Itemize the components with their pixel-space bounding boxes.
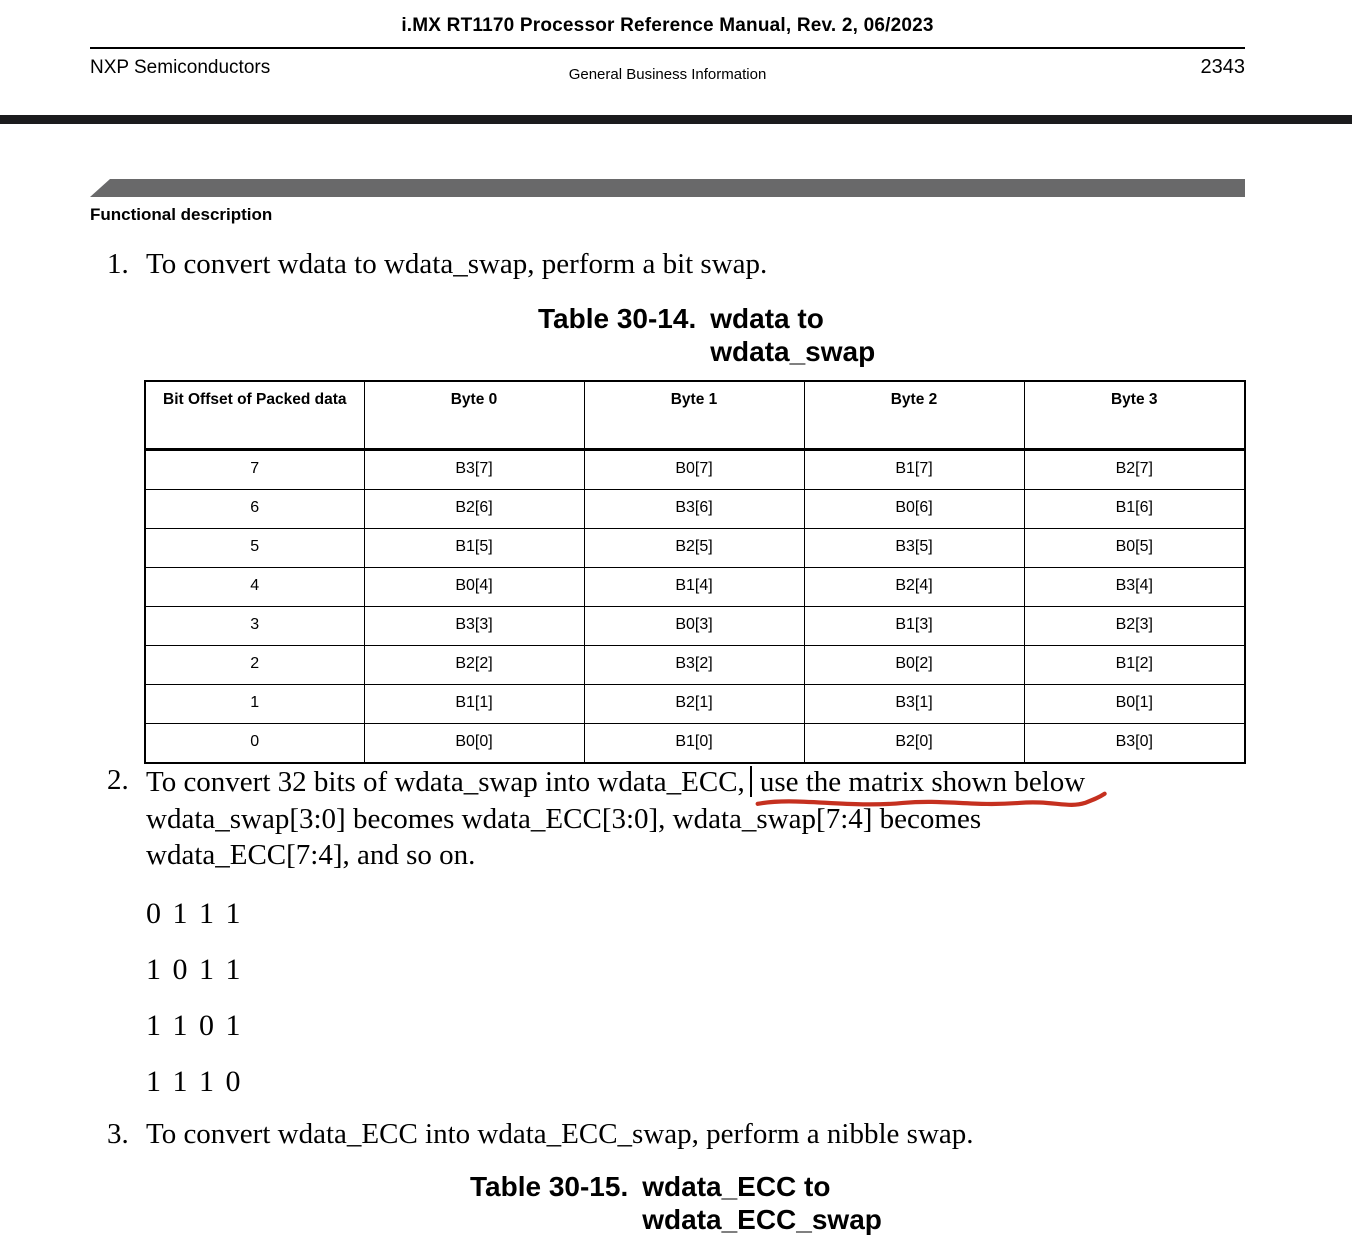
table-row bbox=[145, 646, 1245, 685]
step1-number: 1. bbox=[107, 248, 129, 280]
table-30-15-caption bbox=[470, 1170, 882, 1236]
table-cell: B0[4] bbox=[364, 568, 584, 607]
table-cell: B0[3] bbox=[584, 607, 804, 646]
header-divider-bar bbox=[0, 115, 1352, 124]
table-cell: B3[3] bbox=[364, 607, 584, 646]
table-cell: B1[6] bbox=[1024, 490, 1245, 529]
column-header: Byte 0 bbox=[364, 381, 584, 450]
table-cell: 2 bbox=[145, 646, 364, 685]
matrix-row: 1 1 0 1 bbox=[146, 1009, 241, 1042]
table-cell: B2[3] bbox=[1024, 607, 1245, 646]
table-cell: B1[2] bbox=[1024, 646, 1245, 685]
table-cell: B1[5] bbox=[364, 529, 584, 568]
table-cell: B3[0] bbox=[1024, 724, 1245, 764]
table-header-row bbox=[145, 381, 1245, 450]
table-cell: B0[7] bbox=[584, 450, 804, 490]
step3-text: To convert wdata_ECC into wdata_ECC_swap, perform a nibble swap. bbox=[146, 1118, 974, 1150]
matrix-row: 0 1 1 1 bbox=[146, 897, 241, 930]
table-cell: B2[5] bbox=[584, 529, 804, 568]
table-cell: 7 bbox=[145, 450, 364, 490]
header-rule bbox=[90, 47, 1245, 49]
table-row bbox=[145, 529, 1245, 568]
table-cell: B0[2] bbox=[804, 646, 1024, 685]
table-cell: B1[0] bbox=[584, 724, 804, 764]
company-name: NXP Semiconductors bbox=[90, 57, 271, 78]
matrix-row: 1 1 1 0 bbox=[146, 1065, 241, 1098]
table-cell: 1 bbox=[145, 685, 364, 724]
step2-line3: wdata_ECC[7:4], and so on. bbox=[146, 839, 476, 871]
table-cell: B3[1] bbox=[804, 685, 1024, 724]
table-30-15-caption-label: Table 30-15. bbox=[470, 1171, 629, 1202]
table-cell: B2[6] bbox=[364, 490, 584, 529]
table-cell: 6 bbox=[145, 490, 364, 529]
section-banner bbox=[90, 179, 1245, 197]
table-row bbox=[145, 490, 1245, 529]
table-cell: 5 bbox=[145, 529, 364, 568]
column-header: Bit Offset of Packed data bbox=[145, 381, 364, 450]
table-cell: 3 bbox=[145, 607, 364, 646]
table-row bbox=[145, 685, 1245, 724]
table-cell: B0[0] bbox=[364, 724, 584, 764]
table-cell: 0 bbox=[145, 724, 364, 764]
step2-number: 2. bbox=[107, 764, 129, 796]
table-cell: B2[7] bbox=[1024, 450, 1245, 490]
table-row bbox=[145, 568, 1245, 607]
table-cell: B0[6] bbox=[804, 490, 1024, 529]
table-cell: B3[6] bbox=[584, 490, 804, 529]
column-header: Byte 2 bbox=[804, 381, 1024, 450]
table-cell: B0[1] bbox=[1024, 685, 1245, 724]
step3-number: 3. bbox=[107, 1118, 129, 1150]
table-cell: B1[4] bbox=[584, 568, 804, 607]
table-30-15-caption-title-line2: wdata_ECC_swap bbox=[642, 1204, 882, 1235]
table-cell: B2[1] bbox=[584, 685, 804, 724]
table-cell: B2[4] bbox=[804, 568, 1024, 607]
classification-label: General Business Information bbox=[568, 66, 767, 83]
step2-line2: wdata_swap[3:0] becomes wdata_ECC[3:0], wdata_swap[7:4] becomes bbox=[146, 802, 982, 835]
table-cell: B1[7] bbox=[804, 450, 1024, 490]
page-number: 2343 bbox=[1200, 56, 1245, 78]
matrix-row: 1 0 1 1 bbox=[146, 953, 241, 986]
step2-line1-underlined bbox=[760, 764, 1085, 801]
document-title: i.MX RT1170 Processor Reference Manual, Rev. 2, 06/2023 bbox=[401, 15, 934, 36]
table-cell: 4 bbox=[145, 568, 364, 607]
table-30-14-caption-label: Table 30-14. bbox=[538, 303, 697, 334]
table-30-15-caption-title-line1: wdata_ECC to bbox=[642, 1171, 831, 1202]
step2-text bbox=[146, 764, 1085, 874]
table-row bbox=[145, 607, 1245, 646]
table-row bbox=[145, 724, 1245, 764]
step2-line1-before: To convert 32 bits of wdata_swap into wdata_ECC, bbox=[146, 766, 745, 798]
text-cursor bbox=[750, 766, 752, 797]
table-cell: B0[5] bbox=[1024, 529, 1245, 568]
table-cell: B2[0] bbox=[804, 724, 1024, 764]
table-30-14-caption-title-line1: wdata to bbox=[710, 303, 824, 334]
table-cell: B3[5] bbox=[804, 529, 1024, 568]
table-cell: B3[2] bbox=[584, 646, 804, 685]
table-cell: B1[3] bbox=[804, 607, 1024, 646]
column-header: Byte 1 bbox=[584, 381, 804, 450]
section-heading: Functional description bbox=[90, 205, 273, 224]
table-cell: B3[7] bbox=[364, 450, 584, 490]
table-30-14-caption bbox=[538, 302, 875, 368]
table-cell: B1[1] bbox=[364, 685, 584, 724]
column-header: Byte 3 bbox=[1024, 381, 1245, 450]
ecc-matrix bbox=[146, 886, 241, 1110]
table-cell: B3[4] bbox=[1024, 568, 1245, 607]
table-row bbox=[145, 450, 1245, 490]
table-cell: B2[2] bbox=[364, 646, 584, 685]
step2-line1 bbox=[146, 764, 1085, 801]
table-30-14-caption-title-line2: wdata_swap bbox=[710, 336, 876, 367]
underlined-phrase: use the matrix shown below bbox=[759, 766, 1086, 798]
step1-text: To convert wdata to wdata_swap, perform a bit swap. bbox=[146, 248, 768, 280]
table-30-14 bbox=[144, 380, 1246, 764]
